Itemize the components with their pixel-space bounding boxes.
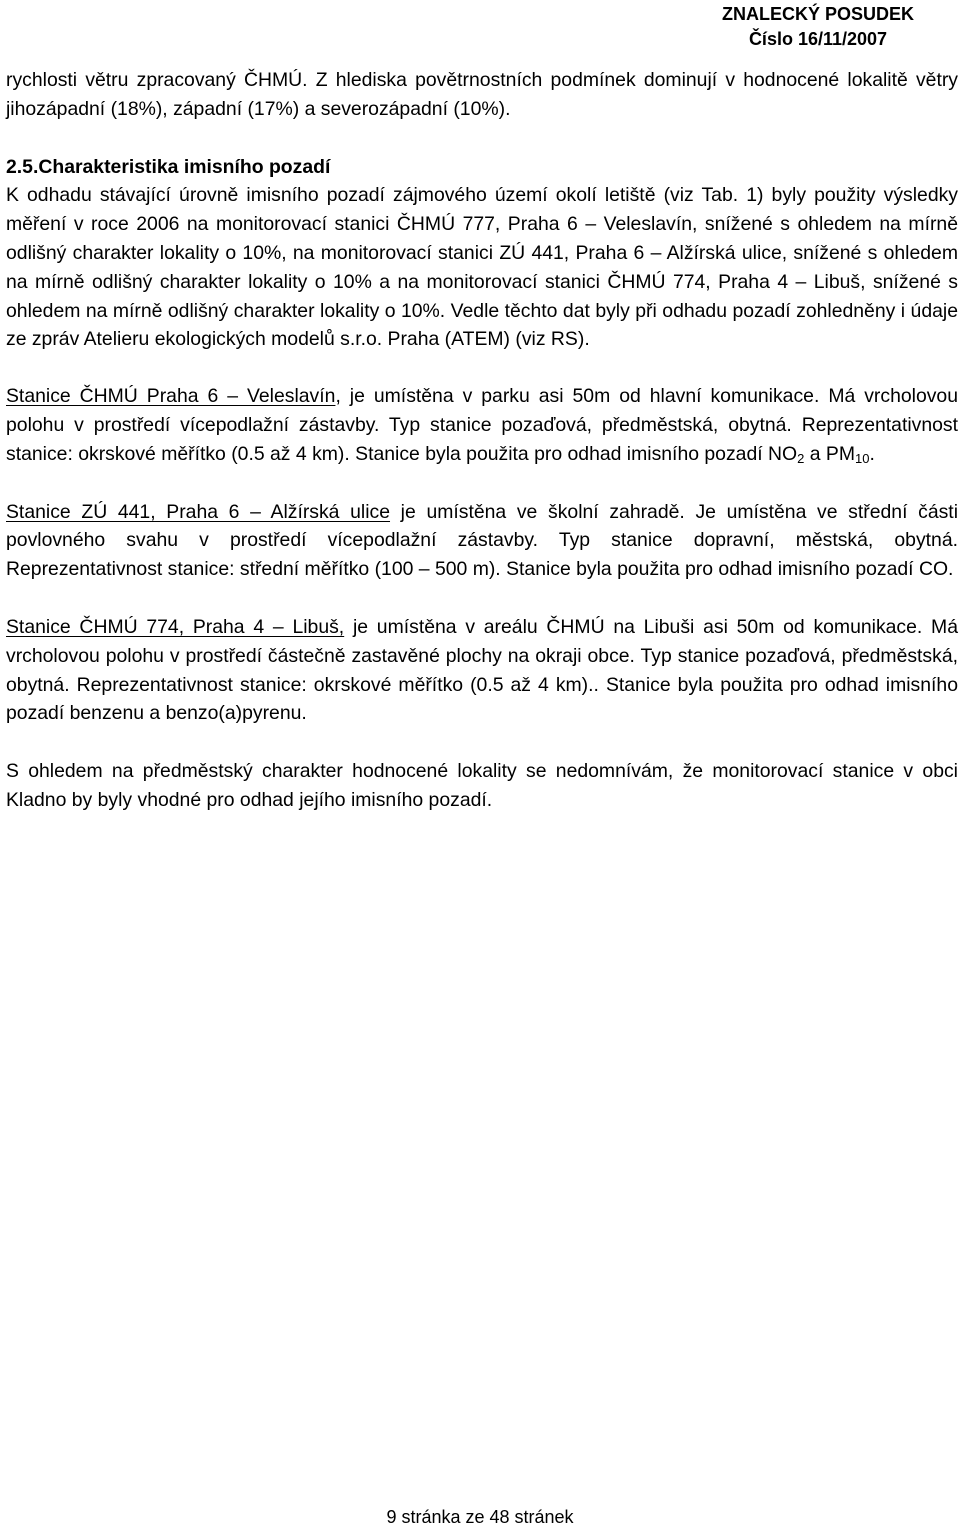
station-veleslavin-end: . (869, 442, 875, 465)
station-veleslavin-mid: a PM (804, 442, 855, 465)
station-libus-paragraph (6, 613, 958, 728)
station-alzirska-paragraph (6, 498, 958, 584)
station-libus-text: je umístěna v areálu ČHMÚ na Libuši asi 50m od komunikace. Má vrcholovou polohu v prostředí částečně zastavěné plochy na okraji obce. Typ stanice pozaďová, předměstská, obytná. Reprezentativnost stanice: okrskové měřítko (0.5 až 4 km).. Stanice byla použita pro odhad imisního pozadí benzenu a benzo(a)pyrenu. (6, 615, 958, 725)
station-veleslavin-name: Stanice ČHMÚ Praha 6 – Veleslavín (6, 385, 336, 408)
station-veleslavin-paragraph (6, 382, 958, 468)
no2-subscript: 2 (797, 450, 805, 466)
station-libus-name: Stanice ČHMÚ 774, Praha 4 – Libuš, (6, 615, 345, 638)
section-paragraph: K odhadu stávající úrovně imisního pozadí zájmového území okolí letiště (viz Tab. 1) byly použity výsledky měření v roce 2006 na monitorovací stanici ČHMÚ 777, Praha 6 – Veleslavín, snížené s ohledem na mírně odlišný charakter lokality o 10%, na monitorovací stanici ZÚ 441, Praha 6 – Alžírská ulice, snížené s ohledem na mírně odlišný charakter lokality o 10% a na monitorovací stanici ČHMÚ 774, Praha 4 – Libuš, snížené s ohledem na mírně odlišný charakter lokality o 10%. Vedle těchto dat byly při odhadu pozadí zohledněny i údaje ze zpráv Atelieru ekologických modelů s.r.o. Praha (ATEM) (viz RS). (6, 184, 958, 351)
intro-paragraph: rychlosti větru zpracovaný ČHMÚ. Z hlediska povětrnostních podmínek dominují v hodnocené lokalitě větry jihozápadní (18%), západní (17%) a severozápadní (10%). (6, 69, 958, 120)
section-heading (6, 153, 958, 182)
pm10-subscript: 10 (854, 450, 870, 466)
station-alzirska-name: Stanice ZÚ 441, Praha 6 – Alžírská ulice (6, 500, 391, 523)
station-veleslavin-text: , je umístěna v parku asi 50m od hlavní komunikace. Má vrcholovou polohu v prostředí vícepodlažní zástavby. Typ stanice pozaďová, předměstská, obytná. Reprezentativnost stanice: okrskové měřítko (0.5 až 4 km). Stanice byla použita pro odhad imisního pozadí NO (6, 385, 958, 465)
document-number: Číslo 16/11/2007 (748, 29, 888, 49)
document-title: ZNALECKÝ POSUDEK (721, 4, 914, 24)
station-alzirska-text: je umístěna ve školní zahradě. Je umístěna ve střední části povlovného svahu v prostředí vícepodlažní zástavby. Typ stanice dopravní, městská, obytná. Reprezentativnost stanice: střední měřítko (100 – 500 m). Stanice byla použita pro odhad imisního pozadí CO. (6, 500, 958, 581)
document-header (722, 2, 914, 52)
section-number: 2.5. (6, 155, 39, 178)
page-footer: 9 stránka ze 48 stránek (386, 1507, 574, 1527)
section-title: Charakteristika imisního pozadí (38, 155, 331, 178)
conclusion-paragraph: S ohledem na předměstský charakter hodnocené lokality se nedomnívám, že monitorovací stanice v obci Kladno by byly vhodné pro odhad jejího imisního pozadí. (6, 760, 958, 811)
document-body (6, 66, 958, 815)
